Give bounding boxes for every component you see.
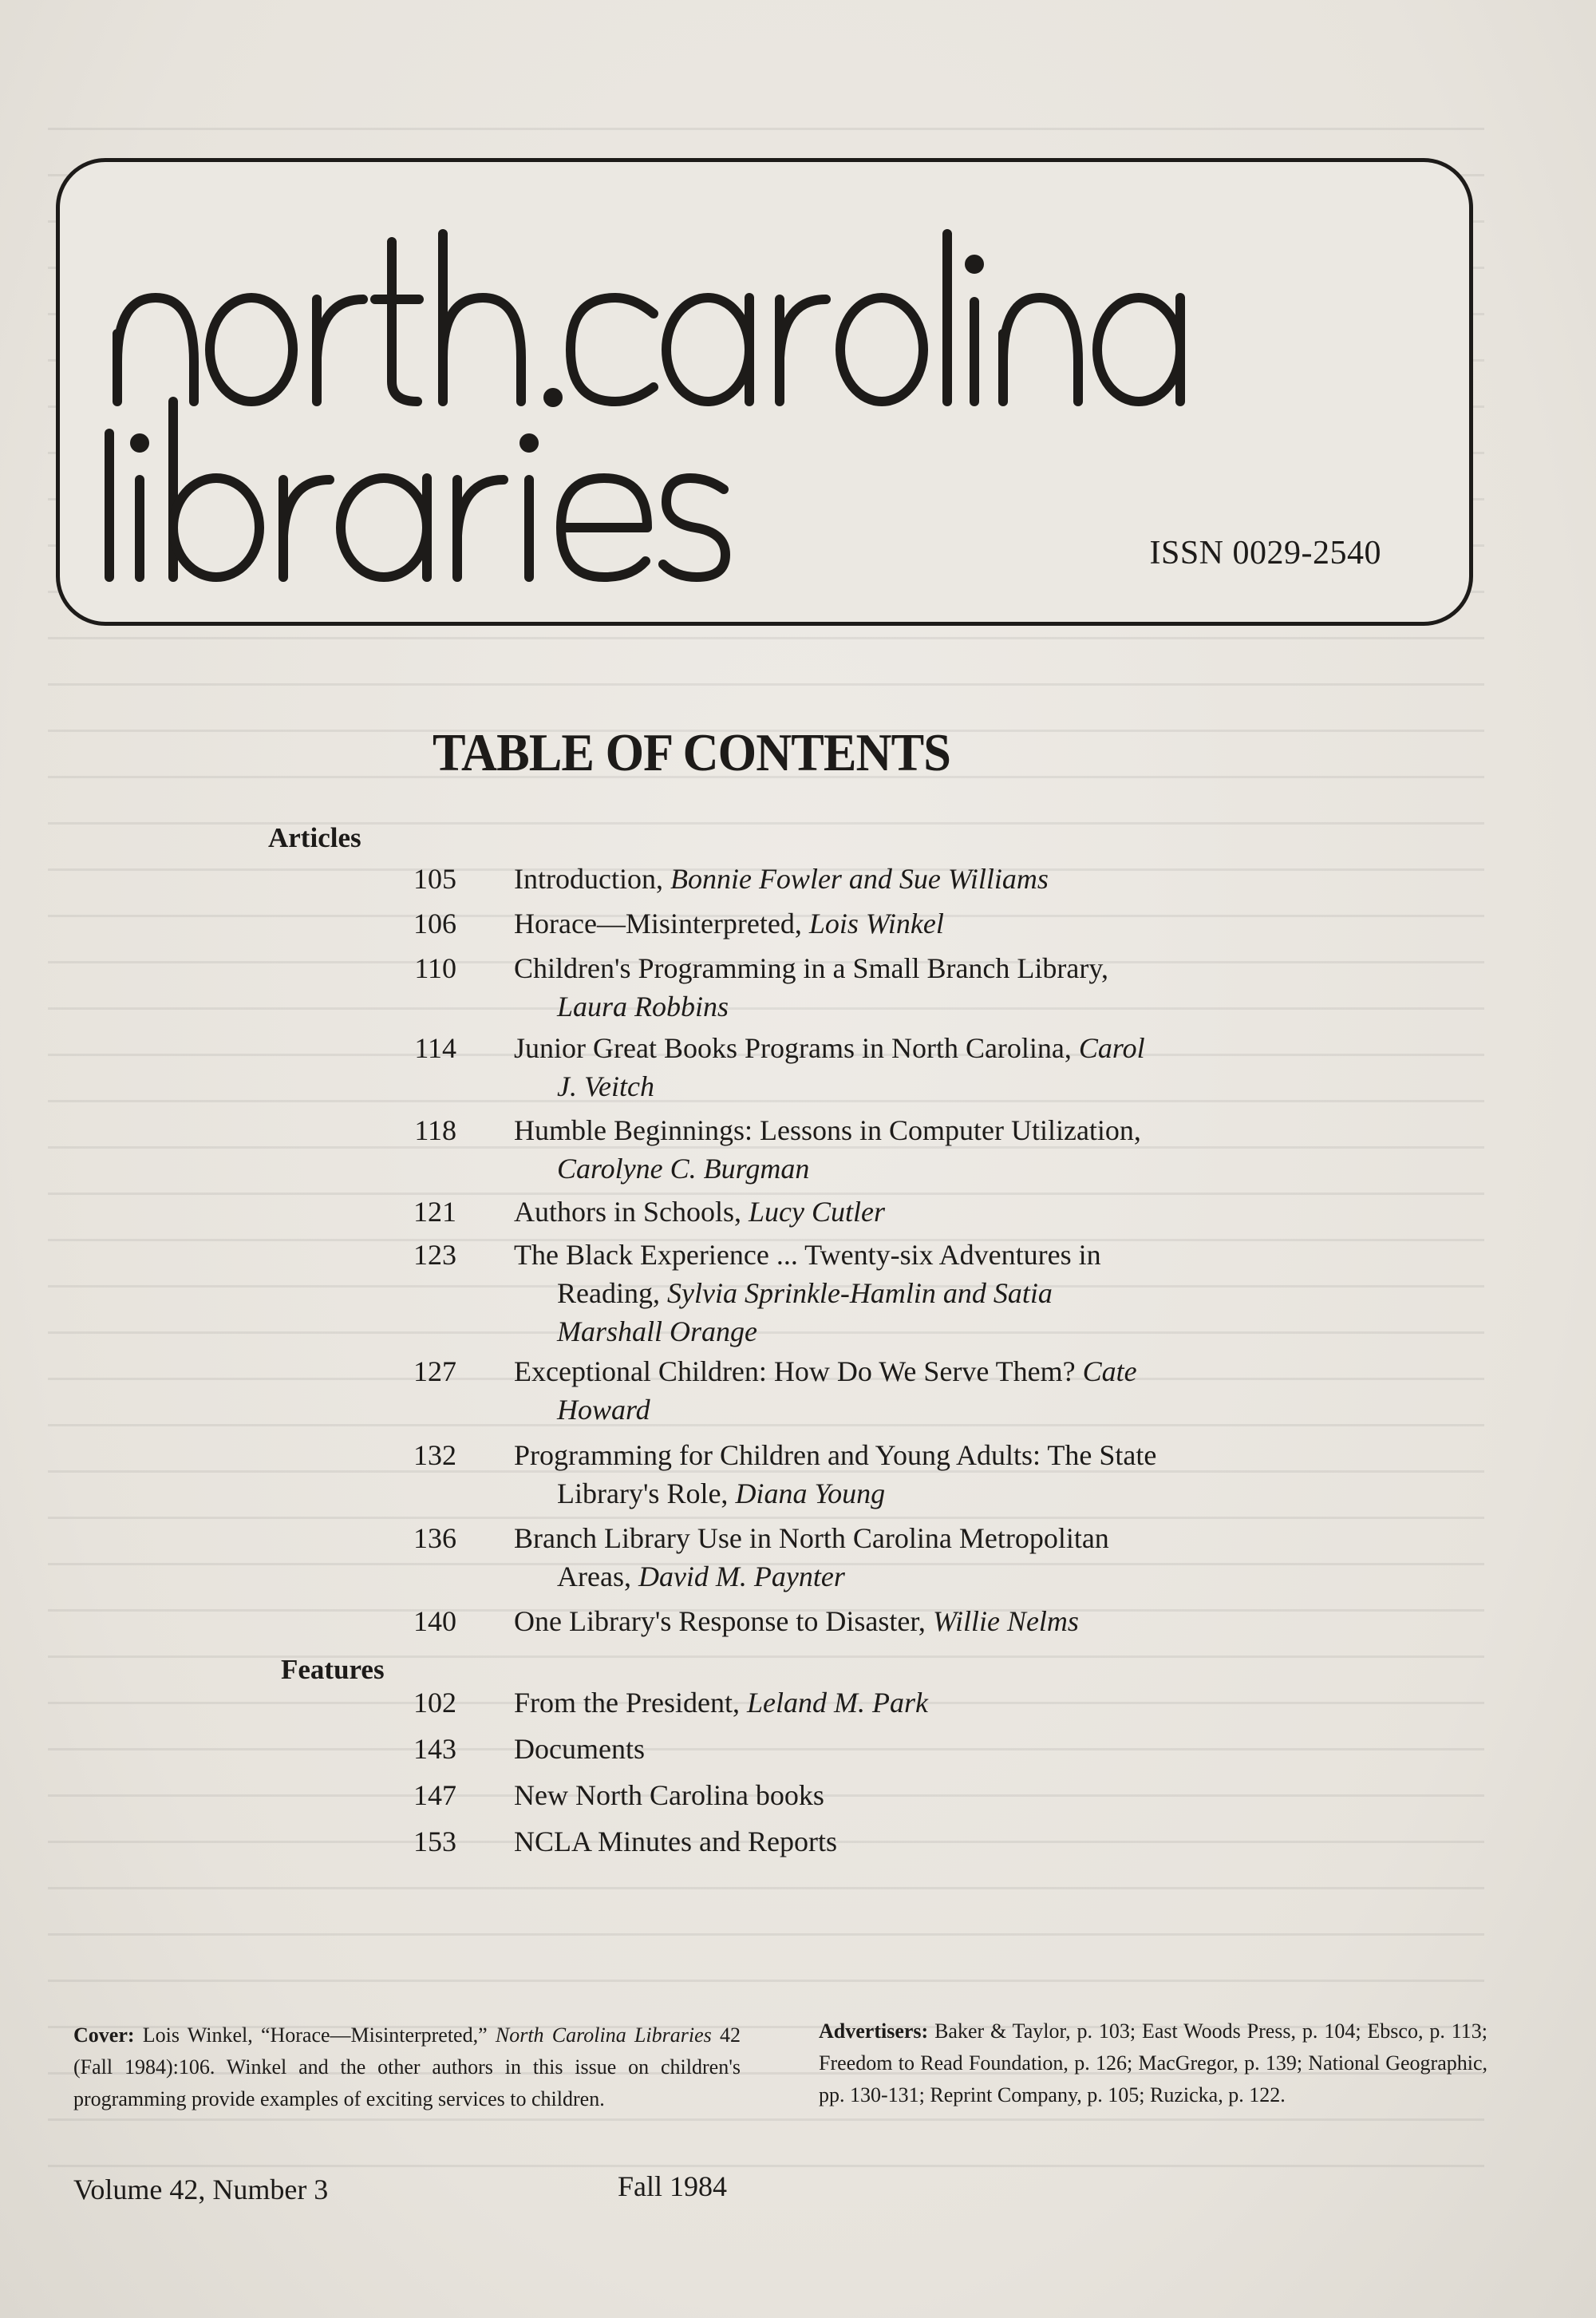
toc-entry-line — [557, 1315, 757, 1348]
toc-entry-author: Marshall Orange — [557, 1315, 757, 1347]
toc-entry-line — [514, 1686, 928, 1719]
toc-entry-author: Lois Winkel — [808, 908, 944, 939]
toc-entry-title: From the President, — [514, 1687, 747, 1719]
toc-page-number: 114 — [414, 1032, 456, 1064]
cover-note-text-a: Lois Winkel, “Horace—Misinterpreted,” — [134, 2023, 496, 2047]
toc-entry-line — [557, 1560, 845, 1593]
toc-page-number: 132 — [413, 1439, 456, 1471]
cover-note-label: Cover: — [73, 2023, 135, 2047]
toc-page-number: 136 — [413, 1522, 456, 1554]
toc-page-number: 127 — [413, 1355, 456, 1387]
issue-date: Fall 1984 — [618, 2170, 728, 2202]
advertisers-note — [819, 2015, 1487, 2111]
toc-entry-title: NCLA Minutes and Reports — [514, 1826, 837, 1857]
toc-entry-line — [557, 1070, 654, 1103]
toc-page-number: 123 — [413, 1239, 456, 1271]
toc-entry-title: Documents — [514, 1733, 645, 1765]
toc-entry-line — [514, 1825, 837, 1858]
cover-note-text-b: 42 (Fall 1984):106. Winkel and the other authors in this issue on children's programming provide examples of exciting services to children. — [73, 2023, 741, 2110]
toc-entry-line — [514, 1604, 1079, 1638]
advertisers-text: Baker & Taylor, p. 103; East Woods Press, p. 104; Ebsco, p. 113; Freedom to Read Foundation, p. 126; MacGregor, p. 139; National Geographic, pp. 130-131; Reprint Company, p. 105; Ruzicka, p. 122. — [819, 2019, 1487, 2106]
toc-page-number: 153 — [413, 1826, 456, 1857]
toc-entry-line — [514, 1521, 1109, 1555]
toc-entry-title: The Black Experience ... Twenty-six Adventures in — [514, 1239, 1101, 1271]
toc-page-number: 102 — [413, 1687, 456, 1719]
toc-entry-line — [557, 990, 729, 1023]
toc-page-number: 140 — [413, 1605, 456, 1637]
toc-entry-line — [514, 1114, 1141, 1147]
toc-entry-title: Humble Beginnings: Lessons in Computer Utilization, — [514, 1114, 1141, 1146]
toc-entry-line — [514, 1732, 645, 1766]
toc-entry-author: Lucy Cutler — [749, 1196, 885, 1228]
toc-entry-line — [514, 1238, 1101, 1272]
toc-page-number: 105 — [413, 863, 456, 895]
issn-label: ISSN 0029-2540 — [1149, 535, 1381, 572]
toc-entry-author: Willie Nelms — [932, 1605, 1079, 1637]
toc-entry-title: Exceptional Children: How Do We Serve Them? — [514, 1355, 1083, 1387]
toc-entry-title: Authors in Schools, — [514, 1196, 749, 1228]
toc-entry-line — [557, 1477, 885, 1510]
toc-entry-author: Leland M. Park — [746, 1687, 928, 1719]
toc-page-number: 143 — [413, 1733, 456, 1765]
toc-entry-line — [514, 1355, 1137, 1388]
toc-entry-line — [557, 1152, 809, 1185]
toc-heading: TABLE OF CONTENTS — [433, 723, 950, 782]
advertisers-label: Advertisers: — [819, 2019, 929, 2043]
toc-entry-title: Children's Programming in a Small Branch Library, — [514, 952, 1109, 984]
toc-entry-author: Howard — [557, 1394, 650, 1426]
toc-page-number: 106 — [413, 908, 456, 939]
toc-entry-title: Reading, — [557, 1277, 667, 1309]
toc-entry-line — [514, 907, 944, 940]
toc-entry-author: Diana Young — [735, 1477, 886, 1509]
toc-entry-line — [514, 1031, 1145, 1065]
toc-entry-author: Carolyne C. Burgman — [557, 1153, 810, 1185]
toc-entry-line — [514, 862, 1049, 896]
toc-entry-author: Laura Robbins — [557, 991, 729, 1023]
toc-entry-title: Introduction, — [514, 863, 670, 895]
toc-entry-line — [557, 1393, 650, 1426]
toc-entry-author: J. Veitch — [557, 1070, 654, 1102]
toc-entry-author: Cate — [1082, 1355, 1137, 1387]
toc-entry-line — [514, 951, 1108, 985]
toc-entry-title: Junior Great Books Programs in North Carolina, — [514, 1032, 1079, 1064]
toc-entry-author: Bonnie Fowler and Sue Williams — [670, 863, 1049, 895]
toc-entry-author: David M. Paynter — [638, 1560, 845, 1592]
toc-entry-author: Sylvia Sprinkle-Hamlin and Satia — [666, 1277, 1053, 1309]
toc-entry-title: New North Carolina books — [514, 1779, 824, 1811]
toc-page-number: 110 — [414, 952, 456, 984]
cover-note — [73, 2019, 741, 2115]
features-section-label: Features — [281, 1654, 385, 1685]
articles-section-label: Articles — [268, 822, 361, 853]
toc-entry-title: One Library's Response to Disaster, — [514, 1605, 933, 1637]
toc-page-number: 118 — [414, 1114, 456, 1146]
toc-entry-title: Programming for Children and Young Adults: The State — [514, 1439, 1157, 1471]
toc-entry-line — [514, 1438, 1156, 1472]
toc-page-number: 121 — [413, 1196, 456, 1228]
toc-entry-author: Carol — [1078, 1032, 1145, 1064]
journal-masthead — [56, 158, 1473, 626]
toc-entry-title: Areas, — [557, 1560, 638, 1592]
logo-line-libraries — [109, 401, 725, 577]
toc-entry-line — [514, 1195, 885, 1228]
toc-entry-line — [557, 1276, 1053, 1310]
toc-page-number: 147 — [413, 1779, 456, 1811]
volume-number: Volume 42, Number 3 — [73, 2174, 329, 2205]
cover-note-journal: North Carolina Libraries — [495, 2023, 712, 2047]
toc-entry-title: Library's Role, — [557, 1477, 736, 1509]
toc-entry-line — [514, 1778, 824, 1812]
toc-entry-title: Branch Library Use in North Carolina Metropolitan — [514, 1522, 1109, 1554]
toc-entry-title: Horace—Misinterpreted, — [514, 908, 809, 939]
logo-line-north-carolina — [117, 234, 1180, 402]
